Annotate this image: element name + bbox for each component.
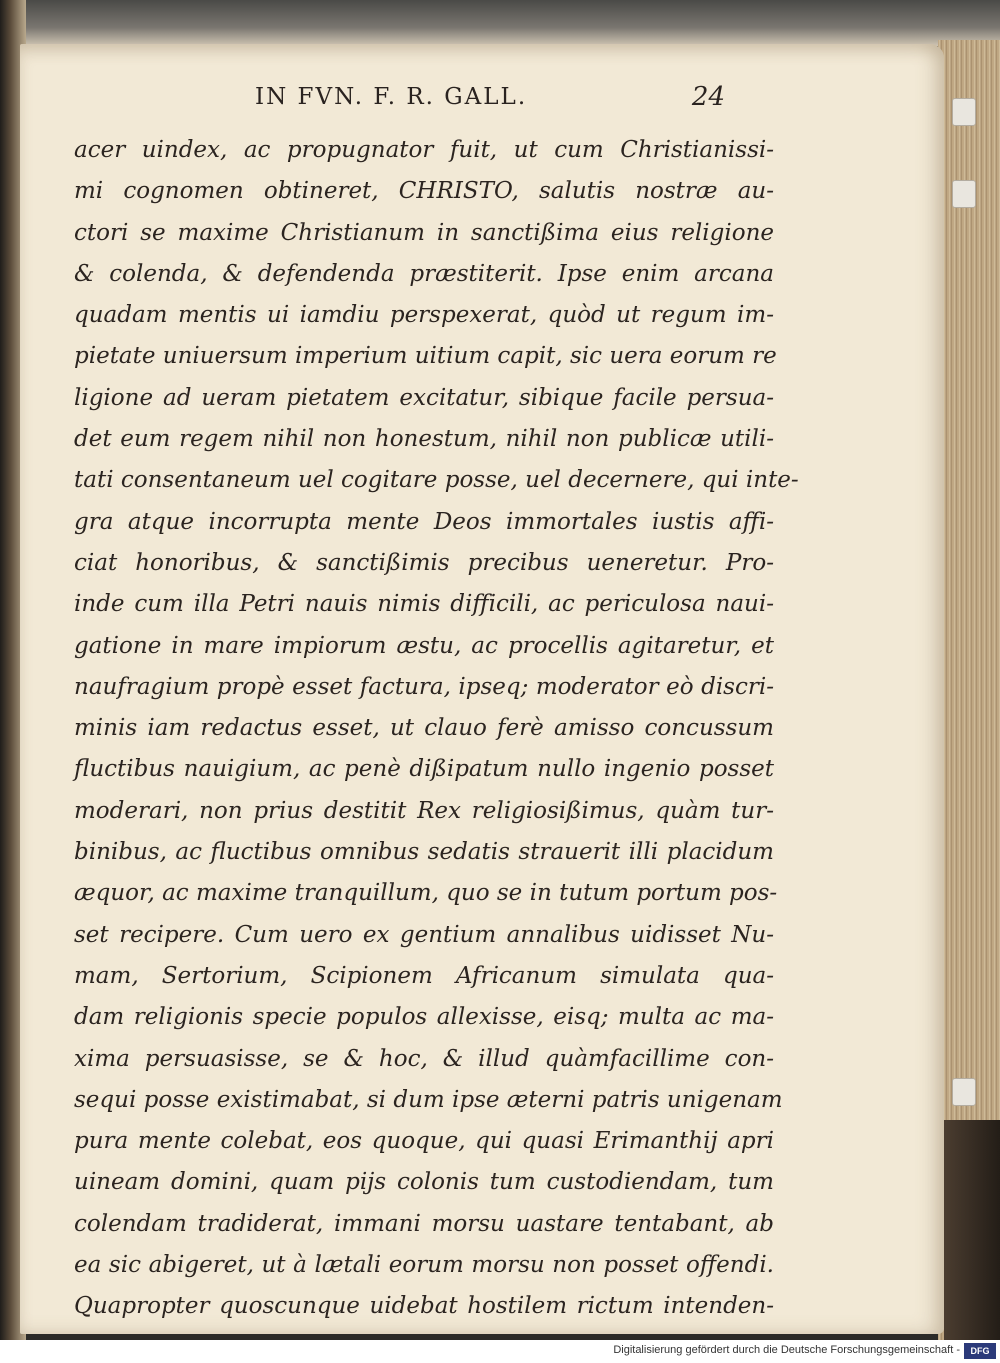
text-line: Quapropter quoscunque uidebat hostilem rictum intenden- [74, 1293, 774, 1320]
text-line: pura mente colebat, eos quoque, qui quasi Erimanthij apri [74, 1128, 774, 1155]
book-top-edge [0, 0, 1000, 46]
text-line: mi cognomen obtineret, CHRISTO, salutis nostræ au- [74, 178, 774, 205]
text-line: & colenda, & defendenda præstiterit. Ipse enim arcana [74, 260, 774, 287]
body-text [74, 130, 799, 1328]
text-line: ciat honoribus, & sanctißimis precibus ueneretur. Pro- [74, 549, 774, 576]
text-line: quadam mentis ui iamdiu perspexerat, quòd ut regum im- [74, 302, 774, 329]
text-line: ea sic abigeret, ut à lætali eorum morsu non posset offendi. [74, 1252, 774, 1279]
book-cover-shadow [944, 1120, 1000, 1340]
text-line: uineam domini, quam pijs colonis tum custodiendam, tum [74, 1169, 774, 1196]
text-line: naufragium propè esset factura, ipseq; moderator eò discri- [74, 673, 774, 700]
text-line: mam, Sertorium, Scipionem Africanum simulata qua- [74, 962, 774, 989]
funding-credit: Digitalisierung gefördert durch die Deutsche Forschungsgemeinschaft - [613, 1344, 960, 1356]
text-line: sequi posse existimabat, si dum ipse æterni patris unigenam [74, 1086, 783, 1113]
paper-tab [952, 180, 976, 208]
text-line: ctori se maxime Christianum in sanctißima eius religione [74, 219, 774, 246]
digitization-footer [0, 1340, 1000, 1363]
text-line: inde cum illa Petri nauis nimis difficili, ac periculosa naui- [74, 591, 774, 618]
text-line: dam religionis specie populos allexisse, eisq; multa ac ma- [74, 1004, 774, 1031]
page-number: 24 [691, 82, 725, 112]
page-header [255, 84, 725, 120]
text-line: fluctibus nauigium, ac penè dißipatum nullo ingenio posset [74, 756, 774, 783]
text-line: binibus, ac fluctibus omnibus sedatis strauerit illi placidum [74, 839, 774, 866]
text-line: minis iam redactus esset, ut clauo ferè amisso concussum [74, 715, 774, 742]
text-line: ligione ad ueram pietatem excitatur, sibique facile persua- [74, 384, 774, 411]
text-line: colendam tradiderat, immani morsu uastare tentabant, ab [74, 1210, 774, 1237]
paper-tab [952, 98, 976, 126]
dfg-logo: DFG [964, 1343, 996, 1359]
text-line: set recipere. Cum uero ex gentium annalibus uidisset Nu- [74, 921, 774, 948]
text-line: gatione in mare impiorum æstu, ac procellis agitaretur, et [74, 632, 774, 659]
running-head: IN FVN. F. R. GALL. [255, 84, 528, 110]
paper-tab [952, 1078, 976, 1106]
text-line: gra atque incorrupta mente Deos immortales iustis affi- [74, 508, 774, 535]
text-line: det eum regem nihil non honestum, nihil non publicæ utili- [74, 426, 774, 453]
text-line: acer uindex, ac propugnator fuit, ut cum Christianissi- [74, 137, 774, 163]
text-line: æquor, ac maxime tranquillum, quo se in tutum portum pos- [74, 880, 778, 907]
text-line: pietate uniuersum imperium uitium capit, sic uera eorum re [74, 343, 777, 370]
text-line: moderari, non prius destitit Rex religiosißimus, quàm tur- [74, 797, 774, 824]
text-line: tati consentaneum uel cogitare posse, uel decernere, qui inte- [74, 467, 799, 494]
text-line: xima persuasisse, se & hoc, & illud quàmfacillime con- [74, 1045, 774, 1072]
